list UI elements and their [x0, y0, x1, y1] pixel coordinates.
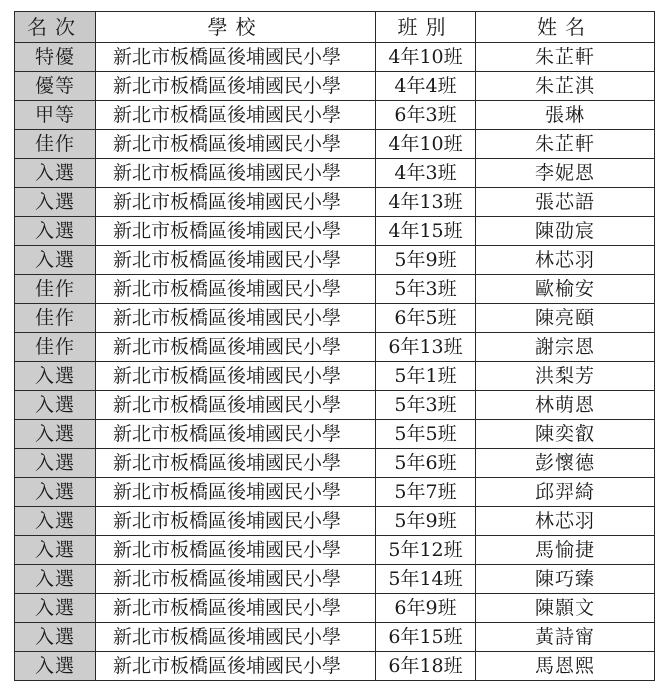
school-cell: 新北市板橋區後埔國民小學	[96, 246, 376, 275]
class-cell: 6年18班	[376, 652, 476, 681]
table-row	[15, 188, 655, 217]
class-cell: 6年15班	[376, 623, 476, 652]
rank-cell: 入選	[15, 391, 96, 420]
rank-cell: 佳作	[15, 130, 96, 159]
rank-cell: 佳作	[15, 333, 96, 362]
rank-cell: 入選	[15, 217, 96, 246]
school-cell: 新北市板橋區後埔國民小學	[96, 652, 376, 681]
class-cell: 6年5班	[376, 304, 476, 333]
table-row	[15, 333, 655, 362]
name-cell: 陳奕叡	[476, 420, 655, 449]
school-cell: 新北市板橋區後埔國民小學	[96, 217, 376, 246]
school-cell: 新北市板橋區後埔國民小學	[96, 43, 376, 72]
rank-cell: 入選	[15, 478, 96, 507]
school-cell: 新北市板橋區後埔國民小學	[96, 420, 376, 449]
class-cell: 5年3班	[376, 391, 476, 420]
rank-cell: 入選	[15, 362, 96, 391]
header-class: 班別	[376, 12, 476, 43]
rank-cell: 佳作	[15, 275, 96, 304]
class-cell: 5年14班	[376, 565, 476, 594]
rank-cell: 入選	[15, 652, 96, 681]
rank-cell: 入選	[15, 420, 96, 449]
class-cell: 5年12班	[376, 536, 476, 565]
name-cell: 馬恩熙	[476, 652, 655, 681]
name-cell: 李妮恩	[476, 159, 655, 188]
table-row	[15, 449, 655, 478]
name-cell: 陳劭宸	[476, 217, 655, 246]
table-row	[15, 362, 655, 391]
name-cell: 陳巧臻	[476, 565, 655, 594]
rank-cell: 優等	[15, 72, 96, 101]
table-row	[15, 391, 655, 420]
header-school: 學校	[96, 12, 376, 43]
table-row	[15, 101, 655, 130]
header-rank: 名次	[15, 12, 96, 43]
table-header	[15, 12, 655, 43]
table-row	[15, 565, 655, 594]
rank-cell: 入選	[15, 507, 96, 536]
class-cell: 4年10班	[376, 43, 476, 72]
class-cell: 5年3班	[376, 275, 476, 304]
school-cell: 新北市板橋區後埔國民小學	[96, 188, 376, 217]
rank-cell: 入選	[15, 159, 96, 188]
school-cell: 新北市板橋區後埔國民小學	[96, 565, 376, 594]
class-cell: 4年3班	[376, 159, 476, 188]
table-row	[15, 246, 655, 275]
school-cell: 新北市板橋區後埔國民小學	[96, 130, 376, 159]
header-row	[15, 12, 655, 43]
results-table	[14, 11, 655, 681]
school-cell: 新北市板橋區後埔國民小學	[96, 72, 376, 101]
class-cell: 6年13班	[376, 333, 476, 362]
rank-cell: 入選	[15, 594, 96, 623]
name-cell: 陳亮頤	[476, 304, 655, 333]
table-row	[15, 420, 655, 449]
school-cell: 新北市板橋區後埔國民小學	[96, 362, 376, 391]
school-cell: 新北市板橋區後埔國民小學	[96, 275, 376, 304]
name-cell: 邱羿綺	[476, 478, 655, 507]
name-cell: 歐榆安	[476, 275, 655, 304]
class-cell: 4年15班	[376, 217, 476, 246]
school-cell: 新北市板橋區後埔國民小學	[96, 449, 376, 478]
class-cell: 5年9班	[376, 507, 476, 536]
rank-cell: 甲等	[15, 101, 96, 130]
name-cell: 謝宗恩	[476, 333, 655, 362]
table-row	[15, 159, 655, 188]
school-cell: 新北市板橋區後埔國民小學	[96, 101, 376, 130]
table-row	[15, 652, 655, 681]
class-cell: 5年5班	[376, 420, 476, 449]
name-cell: 張琳	[476, 101, 655, 130]
class-cell: 4年13班	[376, 188, 476, 217]
header-name: 姓名	[476, 12, 655, 43]
class-cell: 5年9班	[376, 246, 476, 275]
table-body	[15, 43, 655, 681]
name-cell: 洪梨芳	[476, 362, 655, 391]
table-row	[15, 536, 655, 565]
table-row	[15, 507, 655, 536]
rank-cell: 特優	[15, 43, 96, 72]
class-cell: 5年7班	[376, 478, 476, 507]
name-cell: 黃詩甯	[476, 623, 655, 652]
school-cell: 新北市板橋區後埔國民小學	[96, 478, 376, 507]
class-cell: 5年6班	[376, 449, 476, 478]
school-cell: 新北市板橋區後埔國民小學	[96, 159, 376, 188]
school-cell: 新北市板橋區後埔國民小學	[96, 594, 376, 623]
name-cell: 朱芷軒	[476, 43, 655, 72]
class-cell: 4年4班	[376, 72, 476, 101]
table-row	[15, 594, 655, 623]
name-cell: 張芯語	[476, 188, 655, 217]
name-cell: 朱芷軒	[476, 130, 655, 159]
school-cell: 新北市板橋區後埔國民小學	[96, 391, 376, 420]
table-row	[15, 217, 655, 246]
name-cell: 林芯羽	[476, 246, 655, 275]
school-cell: 新北市板橋區後埔國民小學	[96, 304, 376, 333]
table-row	[15, 275, 655, 304]
rank-cell: 佳作	[15, 304, 96, 333]
class-cell: 6年3班	[376, 101, 476, 130]
class-cell: 6年9班	[376, 594, 476, 623]
school-cell: 新北市板橋區後埔國民小學	[96, 333, 376, 362]
name-cell: 林萌恩	[476, 391, 655, 420]
school-cell: 新北市板橋區後埔國民小學	[96, 507, 376, 536]
table-row	[15, 130, 655, 159]
name-cell: 朱芷淇	[476, 72, 655, 101]
school-cell: 新北市板橋區後埔國民小學	[96, 536, 376, 565]
class-cell: 4年10班	[376, 130, 476, 159]
rank-cell: 入選	[15, 536, 96, 565]
rank-cell: 入選	[15, 188, 96, 217]
rank-cell: 入選	[15, 246, 96, 275]
school-cell: 新北市板橋區後埔國民小學	[96, 623, 376, 652]
name-cell: 林芯羽	[476, 507, 655, 536]
rank-cell: 入選	[15, 449, 96, 478]
name-cell: 陳顥文	[476, 594, 655, 623]
rank-cell: 入選	[15, 623, 96, 652]
class-cell: 5年1班	[376, 362, 476, 391]
table-row	[15, 72, 655, 101]
table-row	[15, 304, 655, 333]
rank-cell: 入選	[15, 565, 96, 594]
name-cell: 馬愉捷	[476, 536, 655, 565]
table-row	[15, 623, 655, 652]
table-row	[15, 478, 655, 507]
table-row	[15, 43, 655, 72]
name-cell: 彭懷德	[476, 449, 655, 478]
